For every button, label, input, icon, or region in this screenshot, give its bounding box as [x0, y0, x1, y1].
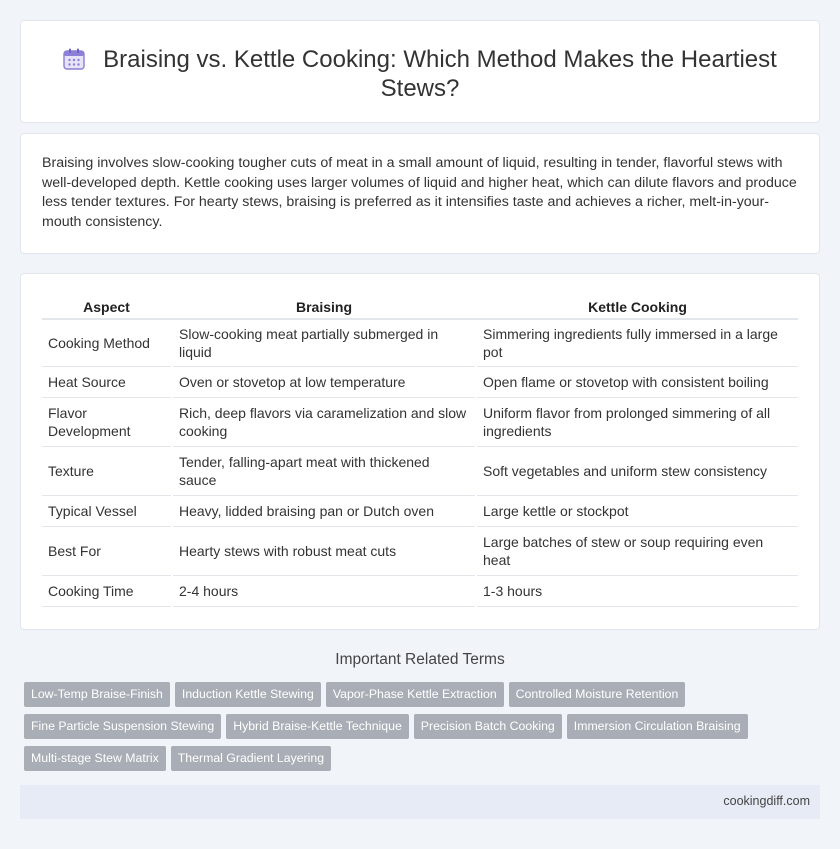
- table-row: [42, 576, 798, 607]
- table-cell: Typical Vessel: [42, 496, 172, 527]
- related-terms-title: Important Related Terms: [335, 651, 505, 668]
- table-cell: Heat Source: [42, 367, 172, 398]
- related-term-tag[interactable]: Thermal Gradient Layering: [171, 746, 331, 771]
- footer: [20, 785, 820, 819]
- comparison-table: [42, 296, 798, 607]
- table-cell: Flavor Development: [42, 398, 172, 447]
- table-cell: Large batches of stew or soup requiring even heat: [476, 527, 798, 576]
- page-title-text: Braising vs. Kettle Cooking: Which Method Makes the Heartiest Stews?: [103, 46, 777, 102]
- table-row: [42, 527, 798, 576]
- table-row: [42, 319, 798, 367]
- comparison-card: [20, 273, 820, 630]
- related-term-tag[interactable]: Vapor-Phase Kettle Extraction: [326, 682, 504, 707]
- table-cell: Large kettle or stockpot: [476, 496, 798, 527]
- table-cell: Uniform flavor from prolonged simmering of all ingredients: [476, 398, 798, 447]
- related-term-tag[interactable]: Hybrid Braise-Kettle Technique: [226, 714, 409, 739]
- table-cell: 2-4 hours: [172, 576, 476, 607]
- table-cell: Texture: [42, 447, 172, 496]
- header-kettle-cooking: Kettle Cooking: [476, 296, 798, 319]
- related-term-tag[interactable]: Fine Particle Suspension Stewing: [24, 714, 221, 739]
- table-cell: Simmering ingredients fully immersed in a large pot: [476, 319, 798, 367]
- related-terms-list: [24, 682, 824, 778]
- table-row: [42, 447, 798, 496]
- header-braising: Braising: [172, 296, 476, 319]
- related-term-tag[interactable]: Induction Kettle Stewing: [175, 682, 321, 707]
- table-header-row: [42, 296, 798, 319]
- calendar-icon: [63, 48, 85, 70]
- title-card: [20, 20, 820, 123]
- table-cell: 1-3 hours: [476, 576, 798, 607]
- related-term-tag[interactable]: Multi-stage Stew Matrix: [24, 746, 166, 771]
- footer-site-link[interactable]: cookingdiff.com: [723, 794, 810, 808]
- table-cell: Cooking Method: [42, 319, 172, 367]
- table-cell: Open flame or stovetop with consistent boiling: [476, 367, 798, 398]
- tag-row: [24, 682, 824, 714]
- related-term-tag[interactable]: Controlled Moisture Retention: [509, 682, 686, 707]
- table-cell: Rich, deep flavors via caramelization and slow cooking: [172, 398, 476, 447]
- related-term-tag[interactable]: Precision Batch Cooking: [414, 714, 562, 739]
- tag-row: [24, 746, 824, 778]
- related-term-tag[interactable]: Low-Temp Braise-Finish: [24, 682, 170, 707]
- related-term-tag[interactable]: Immersion Circulation Braising: [567, 714, 748, 739]
- table-row: [42, 496, 798, 527]
- table-cell: Oven or stovetop at low temperature: [172, 367, 476, 398]
- table-cell: Soft vegetables and uniform stew consistency: [476, 447, 798, 496]
- table-cell: Heavy, lidded braising pan or Dutch oven: [172, 496, 476, 527]
- page-title: [21, 45, 819, 103]
- table-cell: Hearty stews with robust meat cuts: [172, 527, 476, 576]
- intro-card: [20, 133, 820, 254]
- intro-paragraph: Braising involves slow-cooking tougher cuts of meat in a small amount of liquid, resulting in tender, flavorful stews with well-developed depth. Kettle cooking uses larger volumes of liquid and higher heat, which can dilute flavors and produce less tender textures. For hearty stews, braising is preferred as it intensifies taste and achieves a richer, melt-in-your-mouth consistency.: [42, 155, 797, 230]
- table-cell: Cooking Time: [42, 576, 172, 607]
- header-aspect: Aspect: [42, 296, 172, 319]
- table-cell: Best For: [42, 527, 172, 576]
- table-cell: Tender, falling-apart meat with thickened sauce: [172, 447, 476, 496]
- table-cell: Slow-cooking meat partially submerged in liquid: [172, 319, 476, 367]
- table-row: [42, 398, 798, 447]
- table-row: [42, 367, 798, 398]
- tag-row: [24, 714, 824, 746]
